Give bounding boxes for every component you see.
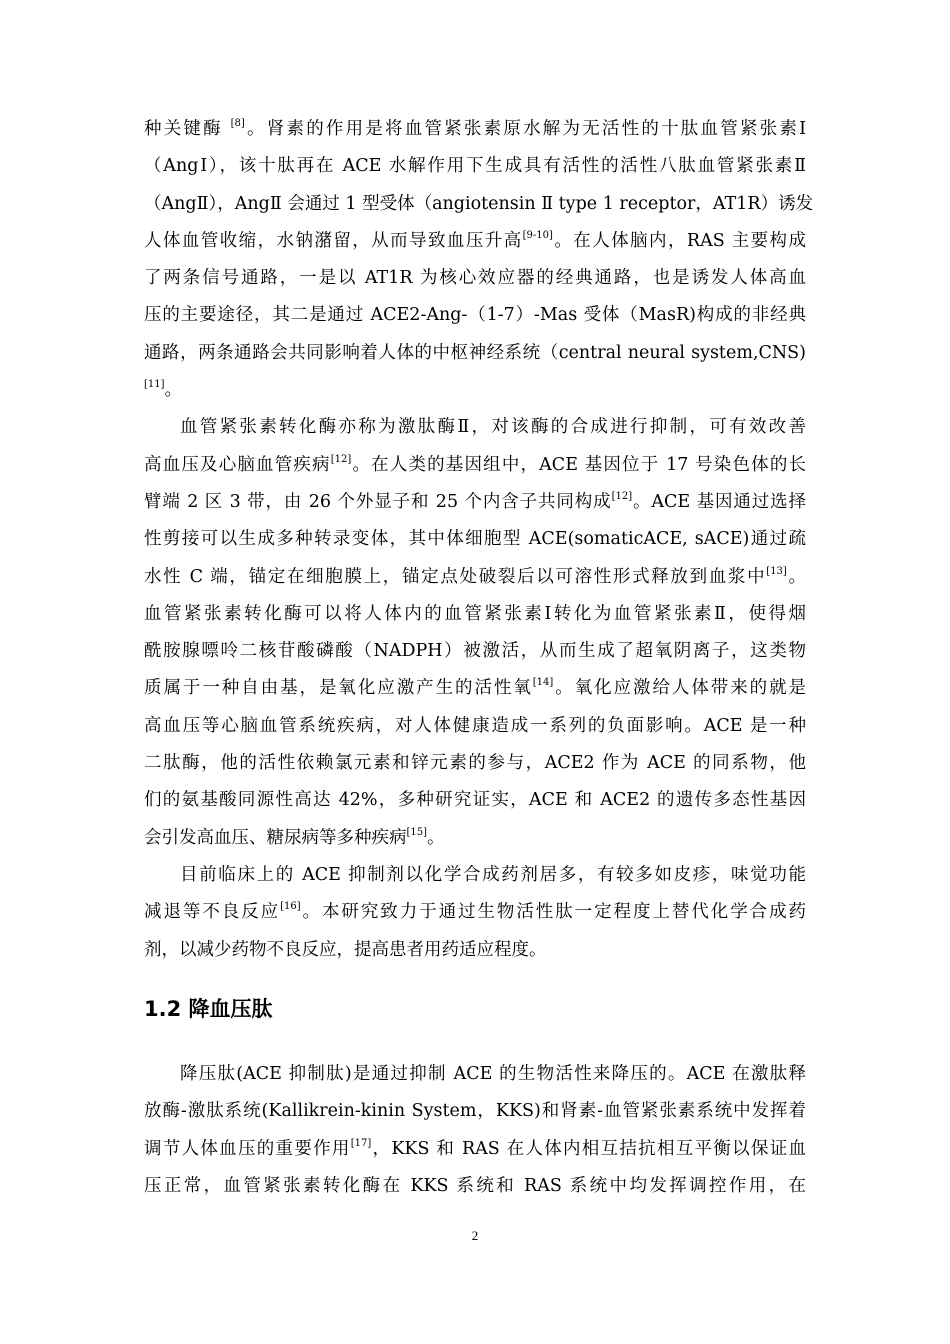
paragraph-ras-pathways bbox=[144, 111, 814, 409]
text-line: [11]。 bbox=[144, 379, 183, 401]
text-line: 种关键酶 [8]。肾素的作用是将血管紧张素原水解为无活性的十肽血管紧张素Ⅰ bbox=[144, 118, 807, 139]
text-line: 会引发高血压、糖尿病等多种疾病[15]。 bbox=[144, 826, 445, 848]
body-text-upper bbox=[144, 111, 814, 969]
text-line: 人体血管收缩，水钠潴留，从而导致血压升高[9-10]。在人体脑内，RAS 主要构成 bbox=[144, 229, 806, 251]
text-line: 高血压等心脑血管系统疾病，对人体健康造成一系列的负面影响。ACE 是一种 bbox=[144, 715, 806, 736]
text-line: 通路，两条通路会共同影响着人体的中枢神经系统（central neural system,CNS) bbox=[144, 342, 806, 363]
text-line: 减退等不良反应[16]。本研究致力于通过生物活性肽一定程度上替代化学合成药 bbox=[144, 901, 807, 923]
text-line: 质属于一种自由基，是氧化应激产生的活性氧[14]。氧化应激给人体带来的就是 bbox=[144, 677, 807, 699]
page-number: 2 bbox=[471, 1228, 479, 1243]
text-line: 了两条信号通路，一是以 AT1R 为核心效应器的经典通路，也是诱发人体高血 bbox=[144, 268, 806, 289]
text-line: 降压肽(ACE 抑制肽)是通过抑制 ACE 的生物活性来降压的。ACE 在激肽释 bbox=[180, 1064, 806, 1084]
text-line: （AngⅠ），该十肽再在 ACE 水解作用下生成具有活性的活性八肽血管紧张素Ⅱ bbox=[144, 156, 806, 177]
text-line: 性剪接可以生成多种转录变体，其中体细胞型 ACE(somaticACE, sACE)通过疏 bbox=[144, 529, 806, 550]
citation: [12] bbox=[330, 453, 352, 465]
body-text-lower bbox=[144, 1056, 806, 1205]
text-line: 们的氨基酸同源性高达 42%，多种研究证实，ACE 和 ACE2 的遗传多态性基因 bbox=[144, 790, 806, 811]
citation: [17] bbox=[350, 1137, 372, 1149]
citation: [12] bbox=[611, 490, 633, 502]
text-line: 高血压及心脑血管疾病[12]。在人类的基因组中，ACE 基因位于 17 号染色体的长 bbox=[144, 453, 806, 475]
text-line: 调节人体血压的重要作用[17]，KKS 和 RAS 在人体内相互拮抗相互平衡以保证血 bbox=[144, 1137, 806, 1159]
citation: [15] bbox=[406, 826, 428, 838]
text-line: 水性 C 端，锚定在细胞膜上，锚定点处破裂后以可溶性形式释放到血浆中[13]。 bbox=[144, 565, 807, 587]
paragraph-ace-gene bbox=[144, 409, 806, 857]
text-line: 血管紧张素转化酶亦称为激肽酶Ⅱ，对该酶的合成进行抑制，可有效改善 bbox=[180, 417, 806, 438]
text-line: 血管紧张素转化酶可以将人体内的血管紧张素Ⅰ转化为血管紧张素Ⅱ，使得烟 bbox=[144, 603, 806, 624]
paragraph-antihypertensive-peptide bbox=[144, 1056, 806, 1205]
text-line: （AngⅡ），AngⅡ 会通过 1 型受体（angiotensin Ⅱ type 1 receptor，AT1R）诱发 bbox=[144, 193, 814, 214]
text-line: 目前临床上的 ACE 抑制剂以化学合成药剂居多，有较多如皮疹，味觉功能 bbox=[180, 864, 806, 885]
citation: [9-10] bbox=[522, 229, 553, 241]
text-line: 剂，以减少药物不良反应，提高患者用药适应程度。 bbox=[144, 939, 547, 960]
citation: [13] bbox=[766, 565, 787, 577]
text-line: 二肽酶，他的活性依赖氯元素和锌元素的参与，ACE2 作为 ACE 的同系物，他 bbox=[144, 753, 806, 774]
section-heading: 1.2 降血压肽 bbox=[144, 997, 273, 1021]
text-line: 酰胺腺嘌呤二核苷酸磷酸（NADPH）被激活，从而生成了超氧阴离子，这类物 bbox=[144, 641, 806, 662]
citation: [11] bbox=[144, 379, 165, 391]
text-line: 放酶-激肽系统(Kallikrein-kinin System，KKS)和肾素-血管紧张素系统中发挥着 bbox=[144, 1101, 806, 1122]
text-line: 压正常，血管紧张素转化酶在 KKS 系统和 RAS 系统中均发挥调控作用，在 bbox=[144, 1175, 806, 1196]
citation: [14] bbox=[532, 677, 554, 689]
citation: [16] bbox=[280, 901, 301, 913]
paragraph-ace-inhibitors bbox=[144, 857, 806, 969]
text-line: 臂端 2 区 3 带，由 26 个外显子和 25 个内含子共同构成[12]。ACE 基因通过选择 bbox=[144, 490, 806, 512]
citation: [8] bbox=[230, 118, 245, 129]
text-line: 压的主要途径，其二是通过 ACE2-Ang-（1-7）-Mas 受体（MasR)构成的非经典 bbox=[144, 305, 806, 326]
